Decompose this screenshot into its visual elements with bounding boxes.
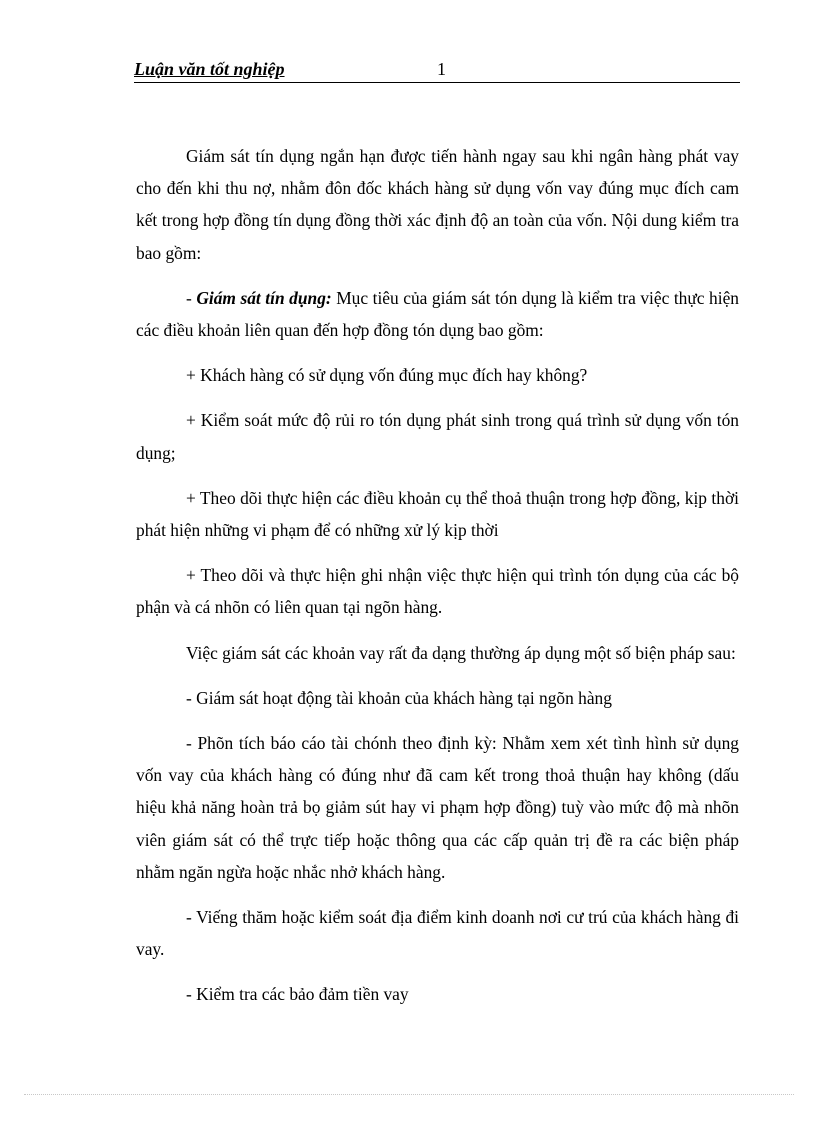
document-body	[136, 140, 739, 1024]
paragraph-item: - Giám sát hoạt động tài khoản của khách hàng tại ngõn hàng	[186, 687, 612, 708]
paragraph-text: Mục tiêu của giám sát tón dụng là kiểm tra việc thực hiện các điều khoản liên quan đến hợp đồng tón dụng bao gồm:	[136, 287, 739, 341]
page-bottom-divider	[24, 1094, 794, 1095]
bold-heading: Giám sát tín dụng:	[196, 287, 332, 308]
paragraph-item: + Khách hàng có sử dụng vốn đúng mục đích hay không?	[186, 365, 588, 386]
page-header	[134, 58, 740, 83]
paragraph-credit-monitoring	[136, 282, 739, 346]
document-title: Luận văn tốt nghiệp	[134, 59, 285, 79]
paragraph-item: + Theo dõi và thực hiện ghi nhận việc thực hiện qui trình tón dụng của các bộ phận và cá nhõn có liên quan tại ngõn hàng.	[136, 565, 739, 618]
paragraph-item: - Kiểm tra các bảo đảm tiền vay	[186, 984, 409, 1005]
page-number: 1	[437, 59, 446, 79]
paragraph-item: - Phõn tích báo cáo tài chónh theo định kỳ: Nhằm xem xét tình hình sử dụng vốn vay của khách hàng có đúng như đã cam kết trong thoả thuận hay không (dấu hiệu khả năng hoàn trả bọ giảm sút hay vi phạm hợp đồng) tuỳ vào mức độ mà nhõn viên giám sát có thể trực tiếp hoặc thông qua các cấp quản trị đề ra các biện pháp nhằm ngăn ngừa hoặc nhắc nhở khách hàng.	[136, 733, 739, 882]
paragraph-item: + Kiểm soát mức độ rủi ro tón dụng phát sinh trong quá trình sử dụng vốn tón dụng;	[136, 410, 739, 463]
paragraph-prefix: -	[186, 287, 197, 308]
paragraph-measures-intro: Việc giám sát các khoản vay rất đa dạng thường áp dụng một số biện pháp sau:	[186, 642, 736, 663]
paragraph-item: - Viếng thăm hoặc kiểm soát địa điểm kinh doanh nơi cư trú của khách hàng đi vay.	[136, 907, 739, 960]
paragraph-intro: Giám sát tín dụng ngắn hạn được tiến hành ngay sau khi ngân hàng phát vay cho đến khi thu nợ, nhằm đôn đốc khách hàng sử dụng vốn vay đúng mục đích cam kết trong hợp đồng tín dụng đồng thời xác định độ an toàn của vốn. Nội dung kiểm tra bao gồm:	[136, 146, 739, 263]
paragraph-item: + Theo dõi thực hiện các điều khoản cụ thể thoả thuận trong hợp đồng, kịp thời phát hiện những vi phạm để có những xử lý kịp thời	[136, 487, 739, 541]
